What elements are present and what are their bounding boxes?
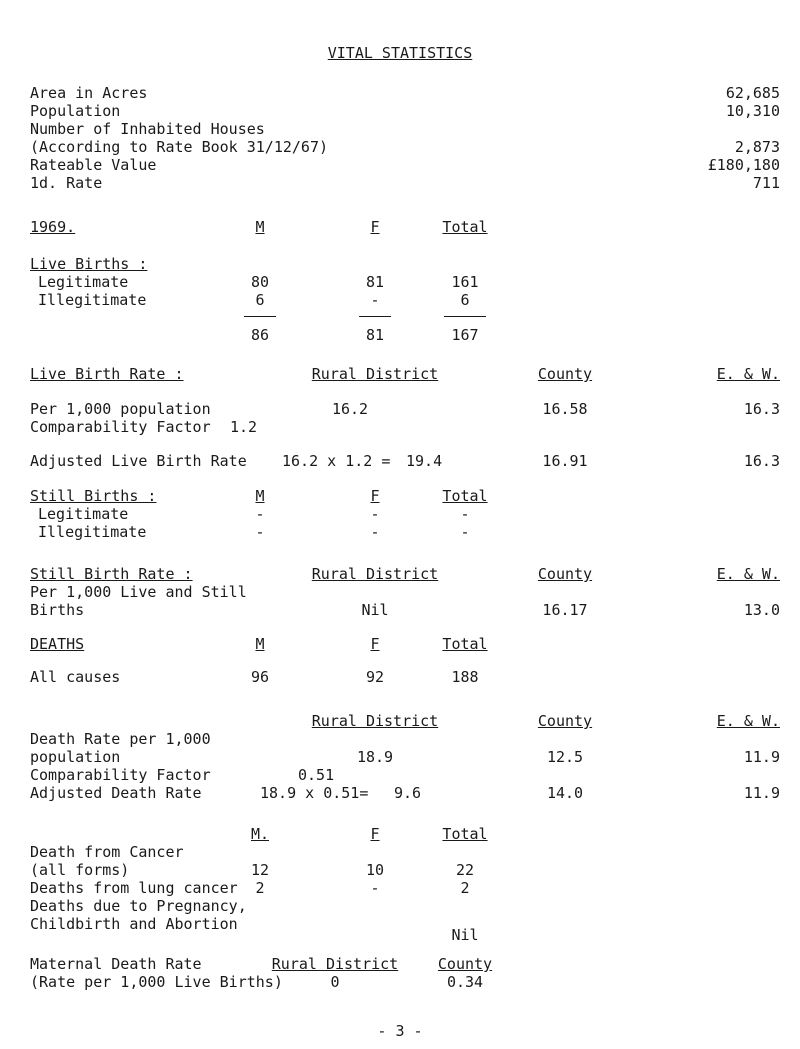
all-causes-f: 92 — [365, 668, 385, 686]
death-rate-label-2: population — [30, 748, 121, 766]
births-total-f: 81 — [365, 326, 385, 344]
sb-illegitimate-total: - — [460, 523, 470, 541]
houses-value: 2,873 — [734, 138, 780, 156]
births-rule-f — [359, 316, 391, 317]
lung-cancer-label: Deaths from lung cancer — [30, 879, 238, 897]
cancer-m: 12 — [250, 861, 270, 879]
death-rate-ew: 11.9 — [743, 748, 780, 766]
adjusted-dr-calc: 18.9 x 0.51= — [260, 784, 369, 802]
sbr-col-rural: Rural District — [311, 565, 439, 583]
lbr-col-ew: E. & W. — [716, 365, 780, 383]
lbr-col-rural: Rural District — [311, 365, 439, 383]
deaths-col-m: M — [255, 635, 265, 653]
death-rate-county: 12.5 — [546, 748, 584, 766]
area-label: Area in Acres — [30, 84, 148, 102]
cancer-label-2: (all forms) — [30, 861, 130, 879]
adjusted-lbr-county: 16.91 — [542, 452, 588, 470]
lbr-col-county: County — [537, 365, 593, 383]
cancer-col-m: M. — [250, 825, 270, 843]
maternal-col-rural: Rural District — [271, 955, 399, 973]
cancer-label-1: Death from Cancer — [30, 843, 184, 861]
adjusted-lbr-ew: 16.3 — [743, 452, 780, 470]
lung-cancer-m: 2 — [255, 879, 265, 897]
sb-legitimate-label: Legitimate — [38, 505, 129, 523]
sb-illegitimate-m: - — [255, 523, 265, 541]
lbr-comparability-label: Comparability Factor — [30, 418, 211, 436]
still-birth-rate-label: Still Birth Rate : — [30, 565, 193, 583]
adjusted-dr-county: 14.0 — [546, 784, 584, 802]
sb-col-m: M — [255, 487, 265, 505]
cancer-col-f: F — [370, 825, 380, 843]
sb-col-f: F — [370, 487, 380, 505]
per-1000-ew: 16.3 — [743, 400, 780, 418]
births-col-total: Total — [442, 218, 488, 236]
sb-legitimate-total: - — [460, 505, 470, 523]
death-rate-rural: 18.9 — [356, 748, 394, 766]
per-1000-label: Per 1,000 population — [30, 400, 211, 418]
lung-cancer-total: 2 — [460, 879, 470, 897]
penny-rate-label: 1d. Rate — [30, 174, 103, 192]
per-1000-county: 16.58 — [542, 400, 588, 418]
legitimate-f: 81 — [365, 273, 385, 291]
maternal-rural: 0 — [330, 973, 340, 991]
illegitimate-f: - — [370, 291, 380, 309]
area-value: 62,685 — [725, 84, 780, 102]
births-rule-m — [244, 316, 276, 317]
sb-illegitimate-label: Illegitimate — [38, 523, 147, 541]
all-causes-total: 188 — [451, 668, 479, 686]
adjusted-lbr-rural: 19.4 — [406, 452, 443, 470]
illegitimate-total: 6 — [460, 291, 470, 309]
houses-label-1: Number of Inhabited Houses — [30, 120, 265, 138]
lbr-comparability-value: 1.2 — [230, 418, 258, 436]
illegitimate-m: 6 — [255, 291, 265, 309]
population-value: 10,310 — [725, 102, 780, 120]
births-rule-total — [444, 316, 486, 317]
adjusted-lbr-calc: 16.2 x 1.2 = — [282, 452, 391, 470]
rateable-value: £180,180 — [707, 156, 780, 174]
sb-illegitimate-f: - — [370, 523, 380, 541]
dr-comparability-label: Comparability Factor — [30, 766, 211, 784]
dr-comparability-value: 0.51 — [298, 766, 335, 784]
maternal-col-county: County — [437, 955, 493, 973]
births-col-m: M — [255, 218, 265, 236]
sbr-per-label-1: Per 1,000 Live and Still — [30, 583, 247, 601]
dr-col-ew: E. & W. — [716, 712, 780, 730]
sbr-rural: Nil — [361, 601, 389, 619]
maternal-county: 0.34 — [446, 973, 484, 991]
sbr-col-ew: E. & W. — [716, 565, 780, 583]
cancer-col-total: Total — [442, 825, 488, 843]
cancer-f: 10 — [365, 861, 385, 879]
live-births-heading: Live Births : — [30, 255, 148, 273]
lung-cancer-f: - — [370, 879, 380, 897]
births-col-f: F — [370, 218, 380, 236]
sbr-col-county: County — [537, 565, 593, 583]
legitimate-label: Legitimate — [38, 273, 129, 291]
legitimate-m: 80 — [250, 273, 270, 291]
pregnancy-label-2: Childbirth and Abortion — [30, 915, 238, 933]
adjusted-dr-label: Adjusted Death Rate — [30, 784, 202, 802]
penny-rate-value: 711 — [752, 174, 780, 192]
deaths-col-f: F — [370, 635, 380, 653]
sb-legitimate-m: - — [255, 505, 265, 523]
illegitimate-label: Illegitimate — [38, 291, 147, 309]
legitimate-total: 161 — [451, 273, 479, 291]
deaths-col-total: Total — [442, 635, 488, 653]
sbr-ew: 13.0 — [743, 601, 780, 619]
still-births-heading: Still Births : — [30, 487, 157, 505]
births-total-m: 86 — [250, 326, 270, 344]
per-1000-rural: 16.2 — [331, 400, 369, 418]
page-number: - 3 - — [377, 1022, 423, 1040]
rateable-label: Rateable Value — [30, 156, 157, 174]
dr-col-county: County — [537, 712, 593, 730]
sbr-per-label-2: Births — [30, 601, 85, 619]
births-total-total: 167 — [451, 326, 479, 344]
sb-col-total: Total — [442, 487, 488, 505]
adjusted-lbr-label: Adjusted Live Birth Rate — [30, 452, 247, 470]
births-year: 1969. — [30, 218, 76, 236]
sb-legitimate-f: - — [370, 505, 380, 523]
deaths-heading: DEATHS — [30, 635, 85, 653]
maternal-label-2: (Rate per 1,000 Live Births) — [30, 973, 283, 991]
houses-label-2: (According to Rate Book 31/12/67) — [30, 138, 329, 156]
adjusted-dr-ew: 11.9 — [743, 784, 780, 802]
pregnancy-total: Nil — [451, 926, 479, 944]
population-label: Population — [30, 102, 121, 120]
sbr-county: 16.17 — [542, 601, 588, 619]
adjusted-dr-rural: 9.6 — [394, 784, 422, 802]
all-causes-label: All causes — [30, 668, 121, 686]
dr-col-rural: Rural District — [311, 712, 439, 730]
page-title: VITAL STATISTICS — [327, 44, 473, 62]
all-causes-m: 96 — [250, 668, 270, 686]
maternal-label-1: Maternal Death Rate — [30, 955, 202, 973]
pregnancy-label-1: Deaths due to Pregnancy, — [30, 897, 247, 915]
cancer-total: 22 — [455, 861, 475, 879]
live-birth-rate-label: Live Birth Rate : — [30, 365, 184, 383]
death-rate-label-1: Death Rate per 1,000 — [30, 730, 211, 748]
